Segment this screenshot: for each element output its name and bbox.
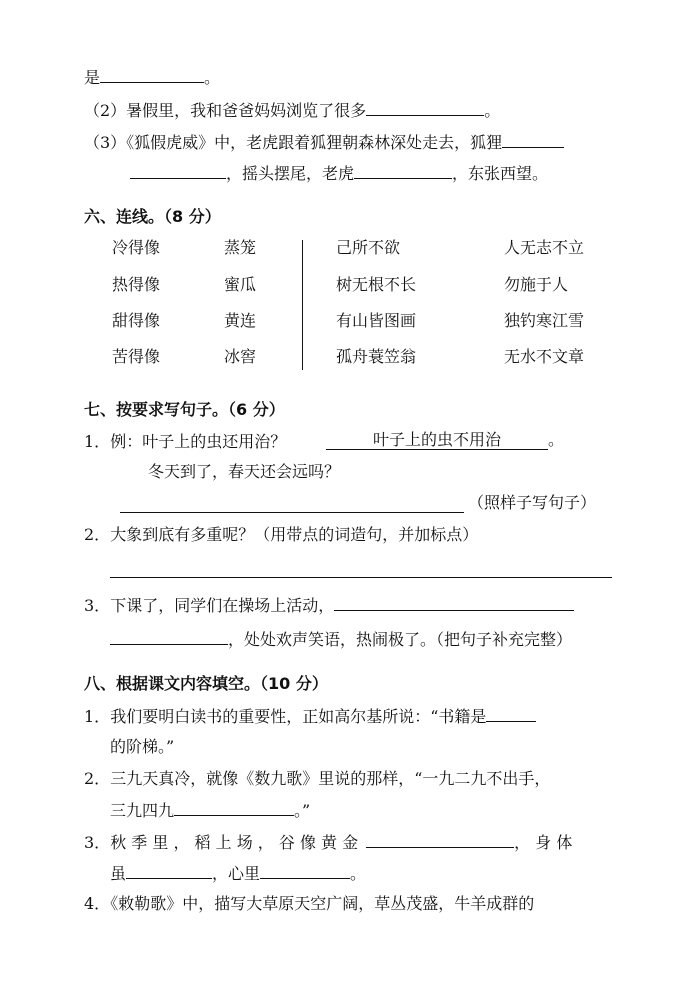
s7-q2-text: 大象到底有多重呢？（用带点的词造句，并加标点）	[110, 525, 479, 544]
answer-blank[interactable]	[354, 162, 452, 179]
s7-q1-answer-wrap	[326, 429, 564, 451]
match-item-col2[interactable]: 黄连	[224, 311, 257, 330]
s8-q1	[84, 705, 536, 728]
s8-q2-text: 三九天真冷，就像《数九歌》里说的那样，“一九二九不出手，	[110, 769, 551, 788]
s5-l3b-end: ，东张西望。	[452, 164, 549, 183]
match-item-col1[interactable]: 甜得像	[112, 311, 161, 330]
s7-q2	[84, 524, 478, 546]
s7-q3-text: 下课了，同学们在操场上活动，	[110, 596, 335, 615]
s8-q3	[84, 831, 572, 854]
s5-l2-end: 。	[484, 101, 501, 120]
match-item-col4[interactable]: 无水不文章	[504, 347, 585, 366]
s5-line-2	[84, 99, 500, 122]
match-item-col1[interactable]: 冷得像	[112, 238, 161, 257]
answer-blank[interactable]	[130, 162, 226, 179]
section6-title: 六、连线。（8 分）	[84, 207, 221, 226]
answer-line[interactable]	[110, 577, 612, 578]
answer-line[interactable]	[120, 512, 464, 513]
answer-blank[interactable]	[366, 99, 484, 116]
s8-q1-line2: 的阶梯。”	[110, 737, 175, 756]
s7-q3-line2	[110, 628, 572, 651]
answer-blank[interactable]	[100, 66, 204, 83]
s8-q1-text: 我们要明白读书的重要性，正如高尔基所说：“书籍是	[110, 707, 487, 726]
s5-l0-text: 是	[84, 68, 101, 87]
answer-blank[interactable]	[110, 628, 228, 645]
section8-title: 八、根据课文内容填空。（10 分）	[84, 674, 328, 693]
s8-q2-line2-end: 。”	[294, 801, 311, 820]
s5-line-3b	[130, 162, 548, 185]
s7-q3-line2-text: ，处处欢声笑语，热闹极了。（把句子补充完整）	[228, 630, 573, 649]
s5-line-3	[84, 131, 564, 154]
section7-title: 七、按要求写句子。（6 分）	[84, 400, 285, 419]
s7-q1-note: （照样子写句子）	[468, 493, 597, 512]
s8-q2	[84, 768, 550, 790]
match-item-col3[interactable]: 孤舟蓑笠翁	[336, 347, 417, 366]
match-item-col3[interactable]: 有山皆图画	[336, 311, 417, 330]
s8-q3-line2-mid: ，心里	[212, 864, 261, 883]
s8-q2-line2-text: 三九四九	[110, 801, 175, 820]
s8-q3-line2-text: 虽	[110, 864, 127, 883]
q-number: 1．	[84, 432, 111, 451]
s5-l3b-mid: ，摇头摆尾，老虎	[226, 164, 355, 183]
s7-q1-line2: 冬天到了，春天还会远吗？	[148, 462, 341, 481]
s8-q3-text: 秋 季 里 ， 稻 上 场 ， 谷 像 黄 金	[110, 833, 359, 852]
q-number: 3．	[84, 596, 111, 615]
s8-q4-text: 《敕勒歌》中，描写大草原天空广阔，草丛茂盛，牛羊成群的	[110, 894, 535, 913]
answer-blank[interactable]	[260, 862, 350, 879]
answer-blank[interactable]	[126, 862, 212, 879]
match-item-col2[interactable]: 冰窖	[224, 347, 257, 366]
match-item-col2[interactable]: 蒸笼	[224, 238, 257, 257]
q-number: 2．	[84, 769, 111, 788]
s5-line-0	[84, 66, 220, 89]
s5-l2-text: （2）暑假里，我和爸爸妈妈浏览了很多	[84, 101, 367, 120]
match-item-col3[interactable]: 树无根不长	[336, 275, 417, 294]
s5-l0-end: 。	[204, 68, 221, 87]
s7-q1-text: 例：叶子上的虫还用治？	[110, 432, 287, 451]
answer-blank[interactable]	[486, 705, 536, 722]
s5-l3-text: （3）《狐假虎威》中，老虎跟着狐狸朝森林深处走去，狐狸	[84, 133, 503, 152]
s8-q3-line2	[110, 862, 366, 885]
match-item-col1[interactable]: 热得像	[112, 275, 161, 294]
s7-q1-answer[interactable]: 叶子上的虫不用治	[326, 429, 548, 450]
match-item-col4[interactable]: 勿施于人	[504, 275, 569, 294]
match-item-col4[interactable]: 人无志不立	[504, 238, 585, 257]
q-number: 4．	[84, 894, 111, 913]
s8-q4	[84, 893, 534, 915]
answer-blank[interactable]	[366, 831, 514, 848]
q-number: 2．	[84, 525, 111, 544]
s7-q3	[84, 594, 574, 617]
column-divider	[302, 240, 303, 370]
s8-q3-line2-end: 。	[350, 864, 367, 883]
s8-q3-end: ， 身 体	[514, 833, 573, 852]
match-item-col4[interactable]: 独钓寒江雪	[504, 311, 585, 330]
q-number: 3．	[84, 833, 111, 852]
s8-q2-line2	[110, 799, 310, 822]
match-item-col2[interactable]: 蜜瓜	[224, 275, 257, 294]
answer-blank[interactable]	[174, 799, 294, 816]
s7-q1	[84, 431, 286, 453]
s7-q1-end: 。	[548, 430, 565, 449]
answer-blank[interactable]	[502, 131, 564, 148]
q-number: 1．	[84, 707, 111, 726]
answer-blank[interactable]	[334, 594, 574, 611]
match-item-col1[interactable]: 苦得像	[112, 347, 161, 366]
match-item-col3[interactable]: 己所不欲	[336, 238, 401, 257]
